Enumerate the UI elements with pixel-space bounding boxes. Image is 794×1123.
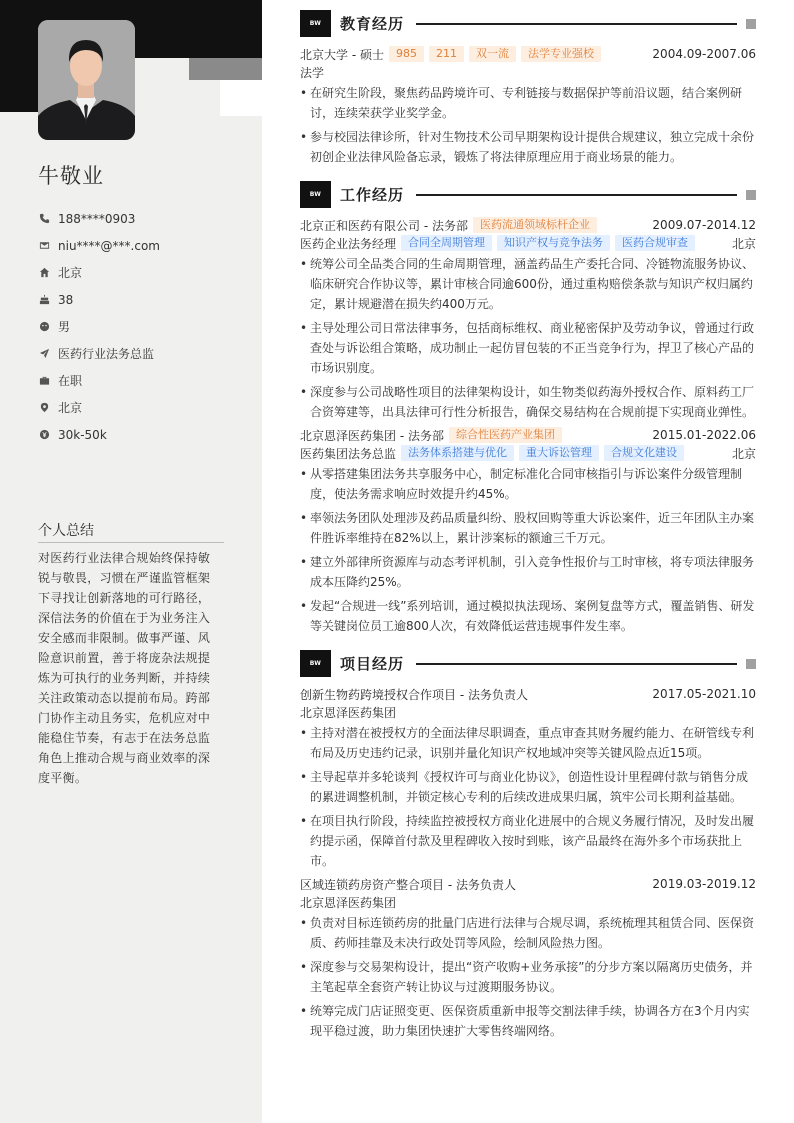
education-bullets <box>300 83 756 167</box>
briefcase-icon <box>38 375 50 387</box>
contact-salary <box>38 421 238 448</box>
work-position-row <box>300 444 756 462</box>
project-date: 2017.05-2021.10 <box>652 687 756 701</box>
company-tag: 医药流通领域标杆企业 <box>473 217 597 233</box>
list-item: • 统筹公司全品类合同的生命周期管理，涵盖药品生产委托合同、冷链物流服务协议、临床研究合作协议等，累计审核合同逾600份，通过重构赔偿条款与知识产权归属约定，累计规避潜在损失约400万元。 <box>300 254 756 314</box>
list-item: • 参与校园法律诊所，针对生物技术公司早期架构设计提供合规建议，独立完成十余份初创企业法律风险备忘录，锻炼了将法律原理应用于商业场景的能力。 <box>300 127 756 167</box>
education-section <box>300 10 756 167</box>
project-date: 2019.03-2019.12 <box>652 877 756 891</box>
project-name: 区域连锁药房资产整合项目 - 法务负责人 <box>300 877 516 892</box>
projects-section <box>300 650 756 1041</box>
contact-email <box>38 232 238 259</box>
contact-status <box>38 367 238 394</box>
project-org: 北京恩泽医药集团 <box>300 895 397 910</box>
work-item <box>300 426 756 636</box>
education-date: 2004.09-2007.06 <box>652 47 756 61</box>
education-title: 教育经历 <box>340 15 405 33</box>
position-tag: 合同全周期管理 <box>401 235 492 251</box>
mail-icon <box>38 240 50 252</box>
summary-text: 对医药行业法律合规始终保持敏锐与敬畏，习惯在严谨监管框架下寻找让创新落地的可行路径，深信法务的价值在于为业务注入安全感而非限制。做事严谨、风险意识前置，善于将庞杂法规提炼为可执行的业务判断，并持续关注政策动态以提前布局。跨部门协作主动且务实，危机应对中能稳住节奏，有志于在法务总监角色上推动合规与商业效率的深度平衡。 <box>38 551 211 785</box>
list-item: • 从零搭建集团法务共享服务中心，制定标准化合同审核指引与诉讼案件分级管理制度，使法务需求响应时效提升约45%。 <box>300 464 756 504</box>
contact-list <box>38 205 238 448</box>
work-date: 2015.01-2022.06 <box>652 428 756 442</box>
work-item <box>300 216 756 422</box>
project-item <box>300 875 756 1041</box>
work-date: 2009.07-2014.12 <box>652 218 756 232</box>
project-bullets <box>300 723 756 871</box>
contact-target-job-text: 医药行业法务总监 <box>58 347 155 361</box>
sidebar-decor-white-block <box>220 80 262 116</box>
list-item: • 发起“合规进一线”系列培训，通过模拟执法现场、案例复盘等方式，覆盖销售、研发等关键岗位员工逾800人次，有效降低运营违规事件发生率。 <box>300 596 756 636</box>
school-tag: 双一流 <box>469 46 516 62</box>
list-item: • 在研究生阶段，聚焦药品跨境许可、专利链接与数据保护等前沿议题，结合案例研讨，连续荣获学业奖学金。 <box>300 83 756 123</box>
person-portrait-icon <box>38 20 135 140</box>
work-company: 北京恩泽医药集团 - 法务部 <box>300 428 444 443</box>
work-title: 工作经历 <box>340 186 405 204</box>
work-bullets <box>300 254 756 422</box>
section-badge: BW <box>300 10 331 37</box>
position-tag: 知识产权与竞争法务 <box>497 235 610 251</box>
location-pin-icon <box>38 402 50 414</box>
projects-header <box>300 650 756 677</box>
list-item: • 深度参与交易架构设计，提出“资产收购+业务承接”的分步方案以隔离历史债务，并主笔起草全套资产转让协议与过渡期服务协议。 <box>300 957 756 997</box>
contact-gender-text: 男 <box>58 320 71 334</box>
contact-email-text: niu****@***.com <box>58 238 160 253</box>
work-section <box>300 181 756 636</box>
position-tag: 医药合规审查 <box>615 235 695 251</box>
education-major: 法学 <box>300 65 325 80</box>
sidebar-decor-gray-bar <box>189 58 262 80</box>
work-company-row <box>300 216 756 234</box>
main-content <box>300 10 756 1055</box>
sidebar <box>0 0 262 1123</box>
list-item: • 率领法务团队处理涉及药品质量纠纷、股权回购等重大诉讼案件，近三年团队主办案件胜诉率维持在82%以上，累计涉案标的额逾三千万元。 <box>300 508 756 548</box>
work-position: 医药企业法务经理 <box>300 236 397 251</box>
list-item: • 主持对潜在被授权方的全面法律尽职调查，重点审查其财务履约能力、在研管线专利布局及历史违约记录，识别并量化知识产权地域冲突等关键风险点近15项。 <box>300 723 756 763</box>
work-city: 北京 <box>731 446 756 461</box>
gender-icon <box>38 321 50 333</box>
contact-age-text: 38 <box>58 292 74 307</box>
company-tag: 综合性医药产业集团 <box>449 427 562 443</box>
project-name: 创新生物药跨境授权合作项目 - 法务负责人 <box>300 687 528 702</box>
school-tag: 法学专业强校 <box>521 46 601 62</box>
section-square-marker <box>746 659 756 669</box>
contact-age <box>38 286 238 313</box>
education-row <box>300 45 756 63</box>
profile-name: 牛敬业 <box>38 164 104 188</box>
send-icon <box>38 348 50 360</box>
work-position: 医药集团法务总监 <box>300 446 397 461</box>
section-divider <box>416 194 737 196</box>
list-item: • 负责对目标连锁药房的批量门店进行法律与合规尽调，系统梳理其租赁合同、医保资质、药师挂靠及未决行政处罚等风险，绘制风险热力图。 <box>300 913 756 953</box>
section-divider <box>416 663 737 665</box>
salary-icon <box>38 429 50 441</box>
phone-icon <box>38 213 50 225</box>
projects-title: 项目经历 <box>340 655 405 673</box>
contact-target-job <box>38 340 238 367</box>
contact-city <box>38 394 238 421</box>
school-tag: 985 <box>389 46 424 62</box>
list-item: • 统筹完成门店证照变更、医保资质重新申报等交割法律手续，协调各方在3个月内实现平稳过渡，助力集团快速扩大零售终端网络。 <box>300 1001 756 1041</box>
work-company: 北京正和医药有限公司 - 法务部 <box>300 218 468 233</box>
project-bullets <box>300 913 756 1041</box>
section-badge: BW <box>300 650 331 677</box>
education-header <box>300 10 756 37</box>
cake-icon <box>38 294 50 306</box>
position-tag: 法务体系搭建与优化 <box>401 445 514 461</box>
position-tag: 重大诉讼管理 <box>519 445 599 461</box>
list-item: • 主导起草并多轮谈判《授权许可与商业化协议》，创造性设计里程碑付款与销售分成的累进调整机制，并锁定核心专利的后续改进成果归属，筑牢公司长期利益基础。 <box>300 767 756 807</box>
project-org-row <box>300 893 756 911</box>
profile-photo <box>38 20 135 140</box>
work-city: 北京 <box>731 236 756 251</box>
project-row <box>300 875 756 893</box>
contact-hometown-text: 北京 <box>58 266 83 280</box>
contact-phone <box>38 205 238 232</box>
summary-title: 个人总结 <box>38 520 224 543</box>
section-badge: BW <box>300 181 331 208</box>
home-icon <box>38 267 50 279</box>
list-item: • 主导处理公司日常法律事务，包括商标维权、商业秘密保护及劳动争议，曾通过行政查处与诉讼组合策略，成功制止一起仿冒包装的不正当竞争行为，捍卫了核心产品的市场识别度。 <box>300 318 756 378</box>
work-header <box>300 181 756 208</box>
contact-city-text: 北京 <box>58 401 83 415</box>
education-major-row <box>300 63 756 81</box>
project-org-row <box>300 703 756 721</box>
section-divider <box>416 23 737 25</box>
project-row <box>300 685 756 703</box>
section-square-marker <box>746 19 756 29</box>
work-company-row <box>300 426 756 444</box>
school-tag: 211 <box>429 46 464 62</box>
project-org: 北京恩泽医药集团 <box>300 705 397 720</box>
contact-phone-text: 188****0903 <box>58 211 136 226</box>
work-bullets <box>300 464 756 636</box>
list-item: • 深度参与公司战略性项目的法律架构设计，如生物类似药海外授权合作、原料药工厂合资筹建等，出具法律可行性分析报告，确保交易结构在合规前提下实现商业弹性。 <box>300 382 756 422</box>
contact-gender <box>38 313 238 340</box>
contact-status-text: 在职 <box>58 374 83 388</box>
project-item <box>300 685 756 871</box>
sidebar-decor-black-block <box>0 58 38 112</box>
position-tag: 合规文化建设 <box>604 445 684 461</box>
list-item: • 建立外部律所资源库与动态考评机制，引入竞争性报价与工时审核，将专项法律服务成本压降约25%。 <box>300 552 756 592</box>
contact-salary-text: 30k-50k <box>58 427 107 442</box>
contact-hometown <box>38 259 238 286</box>
section-square-marker <box>746 190 756 200</box>
work-position-row <box>300 234 756 252</box>
education-school: 北京大学 - 硕士 <box>300 47 384 62</box>
list-item: • 在项目执行阶段，持续监控被授权方商业化进展中的合规义务履行情况，及时发出履约提示函，保障首付款及里程碑收入按时到账，该产品最终在海外多个市场获批上市。 <box>300 811 756 871</box>
